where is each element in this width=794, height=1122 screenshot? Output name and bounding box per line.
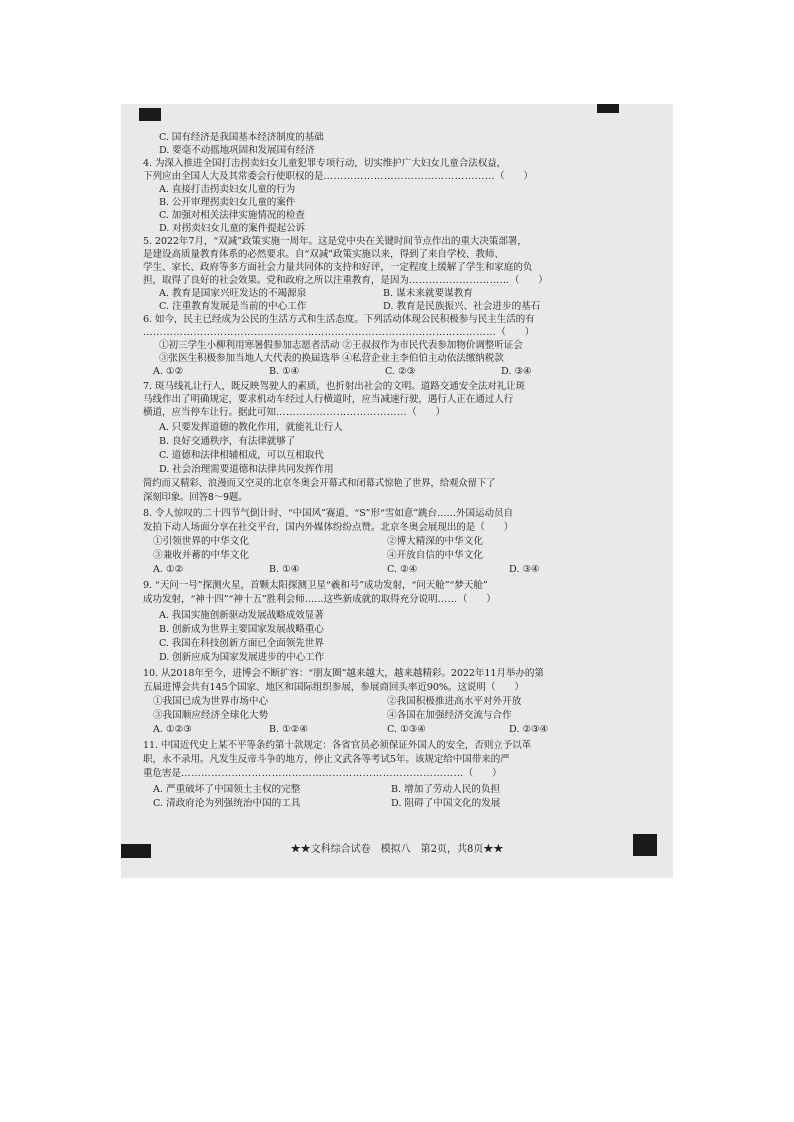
question-10-item-3: ③我国顺应经济全球化大势	[153, 710, 269, 721]
question-10-stem: 10. 从2018年至今，进博会不断扩容：“朋友圈”越来越大，越来越精彩。2022年11月举办的第	[143, 668, 544, 679]
question-5-stem-3: 学生、家长、政府等多方面社会力量共同体的支持和好评，一定程度上缓解了学生和家庭的负	[143, 262, 533, 273]
option-7c: C. 道德和法律相辅相成，可以互相取代	[159, 450, 324, 461]
option-11a: A. 严重破坏了中国领土主权的完整	[153, 784, 301, 795]
option-6b: B. ①④	[269, 366, 300, 377]
registration-mark-top-right	[597, 104, 619, 113]
option-6c: C. ②③	[385, 366, 416, 377]
question-4-stem: 4. 为深入推进全国打击拐卖妇女儿童犯罪专项行动，切实维护广大妇女儿童合法权益，	[143, 158, 507, 169]
option-10b: B. ①②④	[269, 724, 308, 735]
option-11c: C. 清政府沦为列强统治中国的工具	[153, 798, 301, 809]
question-7-stem-2: 马线作出了明确规定，要求机动车经过人行横道时，应当减速行驶，遇行人正在通过人行	[143, 394, 514, 405]
registration-mark-top-left	[139, 108, 161, 121]
question-8-item-1: ①引领世界的中华文化	[153, 536, 249, 547]
option-4b: B. 公开审理拐卖妇女儿童的案件	[159, 197, 296, 208]
option-8d: D. ③④	[509, 564, 540, 575]
question-10-item-1: ①我国已成为世界市场中心	[153, 696, 269, 707]
option-4c: C. 加强对相关法律实施情况的检查	[159, 210, 305, 221]
page-footer: ★★文科综合试卷 模拟八 第2页，共8页★★	[290, 844, 504, 855]
question-11-stem-2: 职，永不录用。凡发生反帝斗争的地方，停止文武各等考试5年。该规定给中国带来的严	[143, 754, 510, 765]
option-9c: C. 我国在科技创新方面已全面领先世界	[159, 638, 324, 649]
question-6-stem: 6. 如今，民主已经成为公民的生活方式和生活态度。下列活动体现公民积极参与民主生活的有	[143, 314, 535, 325]
question-9-stem: 9. “天问一号”探测火星，首颗太阳探测卫星“羲和号”成功发射，“问天舱”“梦天舱”	[143, 580, 488, 591]
question-7-stem-3: 横道，应当停车让行。据此可知…………………………………（ ）	[143, 407, 446, 418]
question-10-item-4: ④各国在加强经济交流与合作	[387, 710, 512, 721]
question-8-stem-2: 发拍下动人场面分享在社交平台，国内外媒体纷纷点赞。北京冬奥会展现出的是（ ）	[143, 522, 514, 533]
question-8-item-4: ④开放自信的中华文化	[387, 550, 483, 561]
question-5-stem-2: 是建设高质量教育体系的必然要求。自“双减”政策实施以来，得到了来自学校、教师、	[143, 249, 504, 260]
question-10-item-2: ②我国积极推进高水平对外开放	[387, 696, 522, 707]
option-10c: C. ①③④	[387, 724, 426, 735]
question-6-stem-2: ……………………………………………………………………………………………（ ）	[143, 327, 535, 338]
option-3d: D. 要毫不动摇地巩固和发展国有经济	[159, 145, 315, 156]
question-7-stem: 7. 斑马线礼让行人，既反映驾驶人的素质，也折射出社会的文明。道路交通安全法对礼让斑	[143, 381, 526, 392]
option-8b: B. ①④	[269, 564, 300, 575]
option-9a: A. 我国实施创新驱动发展战略成效显著	[159, 610, 324, 621]
option-5b: B. 谋未来就要谋教育	[383, 288, 473, 299]
option-9b: B. 创新成为世界主要国家发展战略重心	[159, 624, 324, 635]
option-10a: A. ①②③	[153, 724, 192, 735]
option-7a: A. 只要发挥道德的教化作用，就能礼让行人	[159, 422, 343, 433]
option-4a: A. 直接打击拐卖妇女儿童的行为	[159, 184, 296, 195]
option-7b: B. 良好交通秩序，有法律就够了	[159, 436, 296, 447]
passage-8-9-2: 深刻印象。回答8～9题。	[143, 492, 248, 503]
question-8-item-3: ③兼收并蓄的中华文化	[153, 550, 249, 561]
option-5c: C. 注重教育发展是当前的中心工作	[159, 301, 307, 312]
option-6a: A. ①②	[153, 366, 184, 377]
question-5-stem: 5. 2022年7月，“双减”政策实施一周年。这是党中央在关键时间节点作出的重大决策部署，	[143, 236, 527, 247]
question-11-stem: 11. 中国近代史上某不平等条约第十款规定：各省官员必须保证外国人的安全，否则立予以革	[143, 740, 532, 751]
question-9-stem-2: 成功发射，“神十四”“神十五”胜利会师……这些新成就的取得充分说明……（ ）	[143, 594, 496, 605]
option-3c: C. 国有经济是我国基本经济制度的基础	[159, 132, 324, 143]
question-4-stem-2: 下列应由全国人大及其常委会行使职权的是……………………………………………（ ）	[143, 171, 533, 182]
question-5-stem-4: 担，取得了良好的社会效果。党和政府之所以注重教育，是因为…………………………（ ）	[143, 275, 548, 286]
option-8a: A. ①②	[153, 564, 184, 575]
question-8-item-2: ②博大精深的中华文化	[387, 536, 483, 547]
question-11-stem-3: 重危害是…………………………………………………………………………（ ）	[143, 768, 502, 779]
passage-8-9: 简约而又精彩、浪漫而又空灵的北京冬奥会开幕式和闭幕式惊艳了世界，给观众留下了	[143, 478, 496, 489]
question-8-stem: 8. 令人惊叹的二十四节气倒计时、“中国风”赛道、“S”形“雪如意”跳台……外国运动员自	[143, 508, 513, 519]
option-11b: B. 增加了劳动人民的负担	[391, 784, 501, 795]
option-4d: D. 对拐卖妇女儿童的案件提起公诉	[159, 223, 306, 234]
option-5d: D. 教育是民族振兴、社会进步的基石	[383, 301, 541, 312]
option-6d: D. ③④	[501, 366, 532, 377]
option-10d: D. ②③④	[509, 724, 549, 735]
option-5a: A. 教育是国家兴旺发达的不竭源泉	[159, 288, 307, 299]
question-6-item-2: ③张医生积极参加当地人大代表的换届选举 ④私营企业主李伯伯主动依法缴纳税款	[159, 353, 504, 364]
option-8c: C. ②④	[387, 564, 418, 575]
option-9d: D. 创新应成为国家发展进步的中心工作	[159, 652, 325, 663]
option-7d: D. 社会治理需要道德和法律共同发挥作用	[159, 464, 334, 475]
exam-page	[121, 104, 673, 878]
question-10-stem-2: 五届进博会共有145个国家、地区和国际组织参展，参展商回头率近90%。这说明（ ）	[143, 682, 524, 693]
question-6-item-1: ①初三学生小柳利用寒暑假参加志愿者活动 ②王叔叔作为市民代表参加物价调整听证会	[159, 340, 523, 351]
option-11d: D. 阻碍了中国文化的发展	[391, 798, 501, 809]
